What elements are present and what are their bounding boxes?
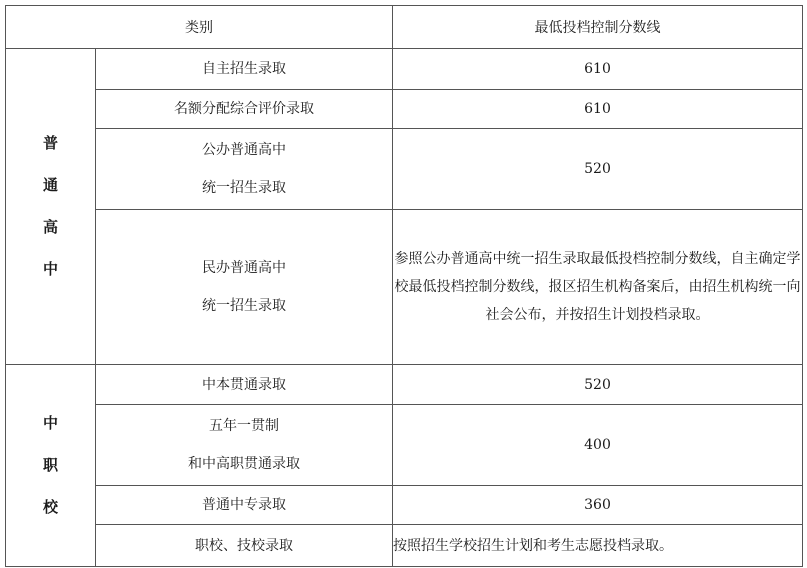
group-char: 职	[42, 456, 58, 474]
score-value: 360	[393, 486, 803, 525]
score-value: 400	[393, 405, 803, 486]
admission-type-line: 名额分配综合评价录取	[174, 101, 314, 117]
admission-type	[96, 90, 393, 129]
admission-type	[96, 525, 393, 567]
table-row	[6, 486, 803, 525]
table-row	[6, 49, 803, 90]
admission-type	[96, 129, 393, 210]
admission-type-line: 五年一贯制	[209, 418, 279, 434]
score-rule-text: 参照公办普通高中统一招生录取最低投档控制分数线，自主确定学校最低投档控制分数线，报区招生机构备案后，由招生机构统一向社会公布，并按招生计划投档录取。	[393, 210, 803, 365]
group-char: 中	[42, 260, 58, 278]
admission-score-table	[5, 5, 803, 567]
admission-type-line: 统一招生录取	[202, 298, 286, 314]
admission-type	[96, 405, 393, 486]
admission-type-line: 自主招生录取	[202, 61, 286, 77]
table-row	[6, 365, 803, 405]
group-label-general-high-school	[6, 49, 96, 365]
score-value: 610	[393, 90, 803, 129]
group-char: 通	[42, 176, 58, 194]
score-value: 610	[393, 49, 803, 90]
group-char: 中	[42, 414, 58, 432]
score-rule-text: 按照招生学校招生计划和考生志愿投档录取。	[393, 525, 803, 567]
score-value: 520	[393, 365, 803, 405]
table-row	[6, 525, 803, 567]
admission-type-line: 职校、技校录取	[195, 537, 293, 554]
table-row	[6, 129, 803, 210]
group-label-vocational-school	[6, 365, 96, 567]
score-value: 520	[393, 129, 803, 210]
header-row	[6, 6, 803, 49]
table-row	[6, 90, 803, 129]
admission-type-line: 统一招生录取	[202, 180, 286, 196]
admission-type-line: 民办普通高中	[202, 260, 286, 276]
admission-type	[96, 49, 393, 90]
table-row	[6, 210, 803, 365]
min-score-header: 最低投档控制分数线	[393, 6, 803, 49]
table-row	[6, 405, 803, 486]
category-header: 类别	[6, 6, 393, 49]
admission-type-line: 和中高职贯通录取	[188, 456, 300, 472]
admission-type-line: 中本贯通录取	[202, 376, 286, 393]
group-char: 高	[42, 218, 58, 236]
admission-type-line: 公办普通高中	[202, 142, 286, 158]
group-char: 校	[42, 498, 58, 516]
group-char: 普	[42, 134, 58, 152]
admission-type	[96, 486, 393, 525]
admission-type	[96, 210, 393, 365]
admission-type	[96, 365, 393, 405]
admission-type-line: 普通中专录取	[202, 497, 286, 513]
